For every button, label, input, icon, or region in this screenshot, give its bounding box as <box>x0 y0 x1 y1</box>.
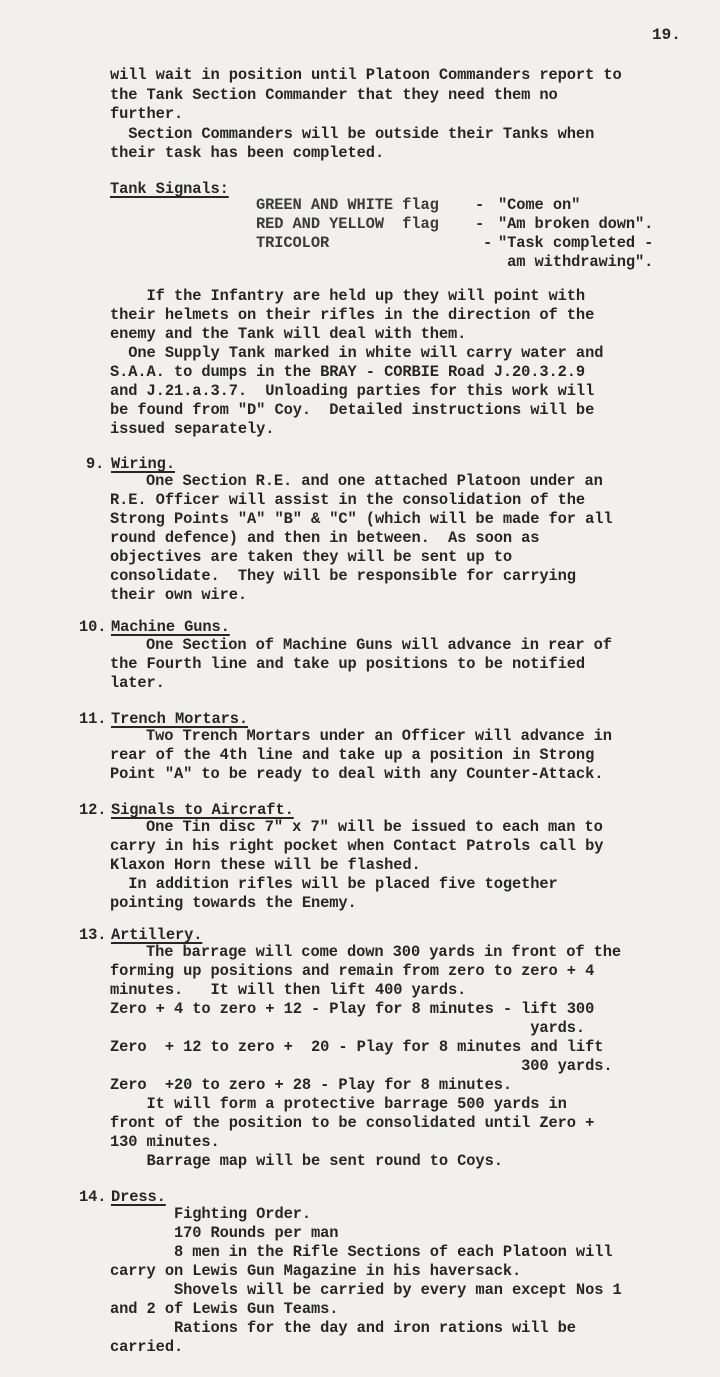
section-heading-wiring: Wiring. <box>111 455 175 473</box>
artillery-line: minutes. It will then lift 400 yards. <box>110 981 467 999</box>
section-heading-dress: Dress. <box>111 1188 166 1206</box>
section-heading-machine-guns: Machine Guns. <box>111 618 230 636</box>
machine-guns-line: One Section of Machine Guns will advance in rear of <box>146 636 612 654</box>
dress-line: carry on Lewis Gun Magazine in his haversack. <box>110 1262 522 1280</box>
infantry-line: issued separately. <box>110 420 275 438</box>
section-number: 12. <box>79 801 107 819</box>
wiring-line: objectives are taken they will be sent up to <box>110 548 512 566</box>
signal-flag: RED AND YELLOW flag <box>256 215 439 233</box>
signal-dash: - <box>483 234 493 252</box>
artillery-line: Barrage map will be sent round to Coys. <box>110 1152 503 1170</box>
section-number: 11. <box>79 710 107 728</box>
intro-line: their task has been completed. <box>110 144 385 162</box>
wiring-line: round defence) and then in between. As soon as <box>110 529 540 547</box>
dress-line: Rations for the day and iron rations will be <box>110 1319 576 1337</box>
signal-meaning: am withdrawing". <box>498 253 654 271</box>
trench-mortars-line: rear of the 4th line and take up a position in Strong <box>110 746 595 764</box>
page-number: 19. <box>652 26 681 44</box>
signal-meaning: "Am broken down". <box>498 215 654 233</box>
signals-aircraft-line: pointing towards the Enemy. <box>110 894 357 912</box>
machine-guns-line: the Fourth line and take up positions to be notified <box>110 655 586 673</box>
signal-dash: - <box>475 215 485 233</box>
artillery-line: 300 yards. <box>110 1057 613 1075</box>
intro-line: further. <box>110 105 184 123</box>
artillery-line: 130 minutes. <box>110 1133 220 1151</box>
artillery-line: yards. <box>110 1019 586 1037</box>
wiring-line: Strong Points "A" "B" & "C" (which will be made for all <box>110 510 613 528</box>
artillery-line: Zero + 12 to zero + 20 - Play for 8 minutes and lift <box>110 1038 604 1056</box>
intro-line: Section Commanders will be outside their Tanks when <box>110 125 595 143</box>
dress-line: 8 men in the Rifle Sections of each Platoon will <box>110 1243 613 1261</box>
section-heading-signals-to-aircraft: Signals to Aircraft. <box>111 801 294 819</box>
dress-line: carried. <box>110 1338 184 1356</box>
intro-line: will wait in position until Platoon Commanders report to <box>110 66 622 84</box>
artillery-line: Zero +20 to zero + 28 - Play for 8 minutes. <box>110 1076 512 1094</box>
artillery-line: forming up positions and remain from zero to zero + 4 <box>110 962 595 980</box>
signal-meaning: "Come on" <box>498 196 581 214</box>
dress-line: Shovels will be carried by every man except Nos 1 <box>110 1281 622 1299</box>
infantry-line: One Supply Tank marked in white will carry water and <box>110 344 604 362</box>
trench-mortars-line: Point "A" to be ready to deal with any Counter-Attack. <box>110 765 604 783</box>
wiring-line: One Section R.E. and one attached Platoon under an <box>146 472 603 490</box>
trench-mortars-line: Two Trench Mortars under an Officer will advance in <box>146 727 612 745</box>
signals-aircraft-line: In addition rifles will be placed five together <box>110 875 558 893</box>
infantry-line: enemy and the Tank will deal with them. <box>110 325 467 343</box>
dress-line: 170 Rounds per man <box>110 1224 339 1242</box>
artillery-line: Zero + 4 to zero + 12 - Play for 8 minutes - lift 300 <box>110 1000 595 1018</box>
wiring-line: consolidate. They will be responsible for carrying <box>110 567 576 585</box>
wiring-line: their own wire. <box>110 586 248 604</box>
section-heading-artillery: Artillery. <box>111 926 203 944</box>
machine-guns-line: later. <box>110 674 165 692</box>
infantry-line: and J.21.a.3.7. Unloading parties for this work will <box>110 382 595 400</box>
section-heading-trench-mortars: Trench Mortars. <box>111 710 249 728</box>
infantry-line: S.A.A. to dumps in the BRAY - CORBIE Road J.20.3.2.9 <box>110 363 586 381</box>
section-number: 9. <box>86 455 105 473</box>
intro-line: the Tank Section Commander that they need them no <box>110 86 558 104</box>
signal-flag: GREEN AND WHITE flag <box>256 196 439 214</box>
artillery-line: It will form a protective barrage 500 yards in <box>110 1095 567 1113</box>
section-number: 13. <box>79 926 107 944</box>
artillery-line: The barrage will come down 300 yards in front of the <box>146 943 622 961</box>
dress-line: Fighting Order. <box>110 1205 311 1223</box>
infantry-line: their helmets on their rifles in the direction of the <box>110 306 595 324</box>
artillery-line: front of the position to be consolidated until Zero + <box>110 1114 595 1132</box>
signal-meaning: "Task completed - <box>498 234 654 252</box>
tank-signals-heading: Tank Signals: <box>110 180 229 198</box>
infantry-line: be found from "D" Coy. Detailed instructions will be <box>110 401 595 419</box>
section-number: 14. <box>79 1188 107 1206</box>
signal-flag: TRICOLOR <box>256 234 330 252</box>
signal-dash: - <box>475 196 485 214</box>
signals-aircraft-line: carry in his right pocket when Contact Patrols call by <box>110 837 604 855</box>
section-number: 10. <box>79 618 107 636</box>
dress-line: and 2 of Lewis Gun Teams. <box>110 1300 339 1318</box>
wiring-line: R.E. Officer will assist in the consolidation of the <box>110 491 586 509</box>
signals-aircraft-line: One Tin disc 7" x 7" will be issued to each man to <box>146 818 603 836</box>
signals-aircraft-line: Klaxon Horn these will be flashed. <box>110 856 421 874</box>
infantry-line: If the Infantry are held up they will point with <box>110 287 586 305</box>
